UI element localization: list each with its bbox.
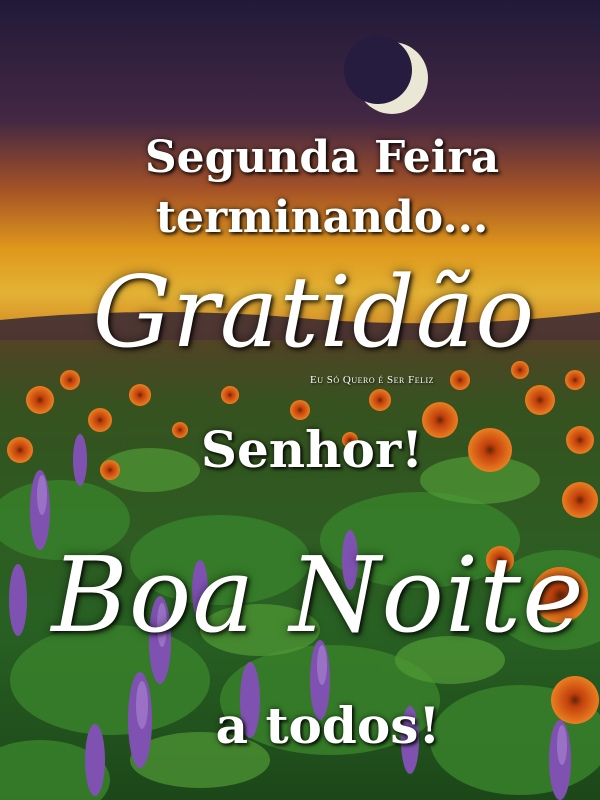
watermark-text: Eu Só Quero é Ser Feliz bbox=[310, 374, 435, 386]
line-senhor: Senhor! bbox=[200, 420, 424, 479]
title-line-segunda-feira: Segunda Feira bbox=[144, 132, 500, 183]
closing-a-todos: a todos! bbox=[215, 696, 441, 755]
headline-boa-noite: Boa Noite bbox=[51, 534, 585, 656]
headline-gratidao: Gratidão bbox=[92, 256, 536, 370]
title-line-terminando: terminando... bbox=[155, 192, 489, 243]
